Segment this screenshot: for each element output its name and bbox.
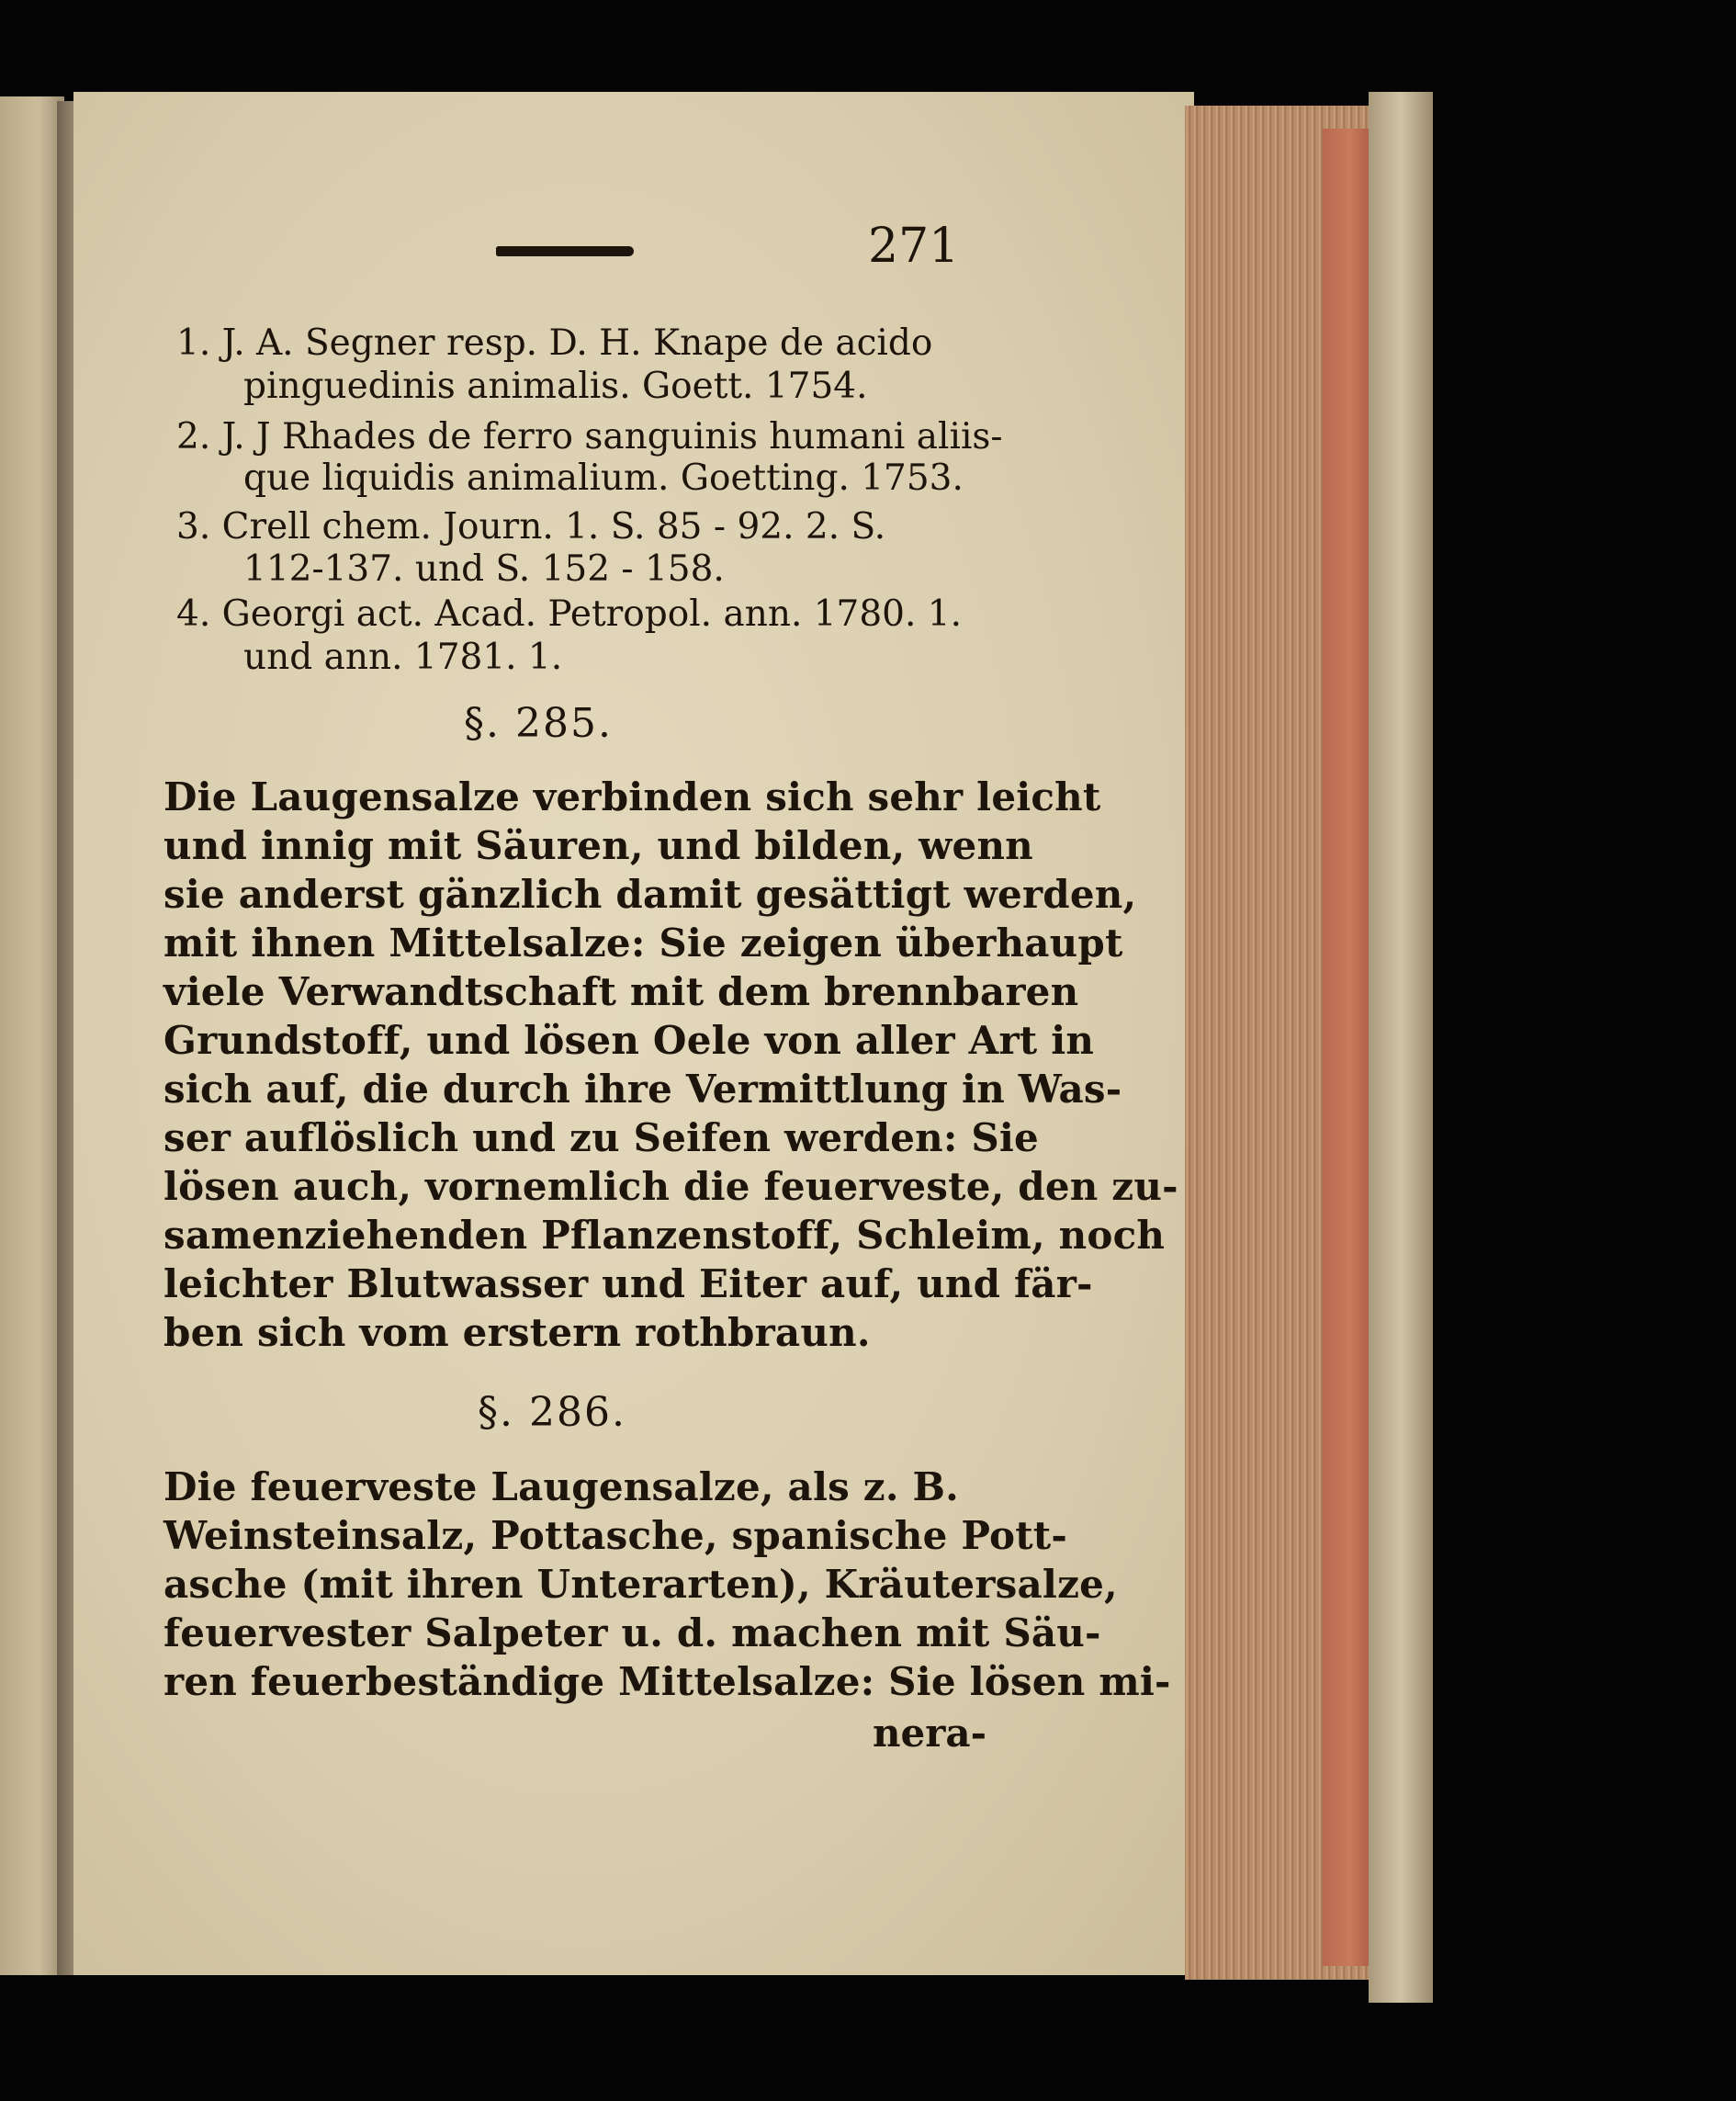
section-286-line-5: ren feuerbeständige Mittelsalze: Sie lösen mi- bbox=[163, 1659, 1171, 1704]
section-285-line-6: Grundstoff, und lösen Oele von aller Art in bbox=[163, 1018, 1095, 1063]
section-285-line-12: ben sich vom erstern rothbraun. bbox=[163, 1310, 871, 1355]
section-285-line-4: mit ihnen Mittelsalze: Sie zeigen überhaupt bbox=[163, 921, 1123, 966]
reference-3-line-1: 3. Crell chem. Journ. 1. S. 85 - 92. 2. S. bbox=[176, 506, 886, 548]
reference-2-line-2: que liquidis animalium. Goetting. 1753. bbox=[243, 457, 964, 499]
section-285-line-8: ser auflöslich und zu Seifen werden: Sie bbox=[163, 1115, 1039, 1160]
catchword: nera- bbox=[873, 1711, 987, 1756]
reference-4-line-2: und ann. 1781. 1. bbox=[243, 637, 563, 678]
section-286-line-3: asche (mit ihren Unterarten), Kräutersalze, bbox=[163, 1562, 1118, 1607]
section-285-line-10: samenziehenden Pflanzenstoff, Schleim, noch bbox=[163, 1213, 1166, 1258]
section-286-heading: §. 286. bbox=[478, 1389, 626, 1436]
section-285-line-2: und innig mit Säuren, und bilden, wenn bbox=[163, 823, 1033, 868]
section-285-line-7: sich auf, die durch ihre Vermittlung in Was- bbox=[163, 1067, 1122, 1112]
section-286-line-4: feuervester Salpeter u. d. machen mit Säu- bbox=[163, 1610, 1101, 1655]
header-rule-ornament bbox=[496, 246, 634, 256]
reference-3-line-2: 112-137. und S. 152 - 158. bbox=[243, 548, 725, 590]
section-285-heading: §. 285. bbox=[464, 700, 613, 747]
reference-1-line-1: 1. J. A. Segner resp. D. H. Knape de acido bbox=[176, 322, 933, 364]
section-285-line-11: leichter Blutwasser und Eiter auf, und fär- bbox=[163, 1261, 1093, 1306]
reference-2-line-1: 2. J. J Rhades de ferro sanguinis humani aliis- bbox=[176, 416, 1003, 457]
section-285-line-1: Die Laugensalze verbinden sich sehr leicht bbox=[163, 774, 1101, 819]
reference-4-line-1: 4. Georgi act. Acad. Petropol. ann. 1780. 1. bbox=[176, 593, 962, 635]
section-286-line-2: Weinsteinsalz, Pottasche, spanische Pott- bbox=[163, 1513, 1068, 1558]
page-number: 271 bbox=[868, 219, 960, 274]
reference-1-line-2: pinguedinis animalis. Goett. 1754. bbox=[243, 366, 868, 407]
section-285-line-9: lösen auch, vornemlich die feuerveste, den zu- bbox=[163, 1164, 1178, 1209]
section-285-line-3: sie anderst gänzlich damit gesättigt werden, bbox=[163, 872, 1137, 917]
section-286-line-1: Die feuerveste Laugensalze, als z. B. bbox=[163, 1464, 960, 1509]
section-285-line-5: viele Verwandtschaft mit dem brennbaren bbox=[163, 969, 1079, 1014]
